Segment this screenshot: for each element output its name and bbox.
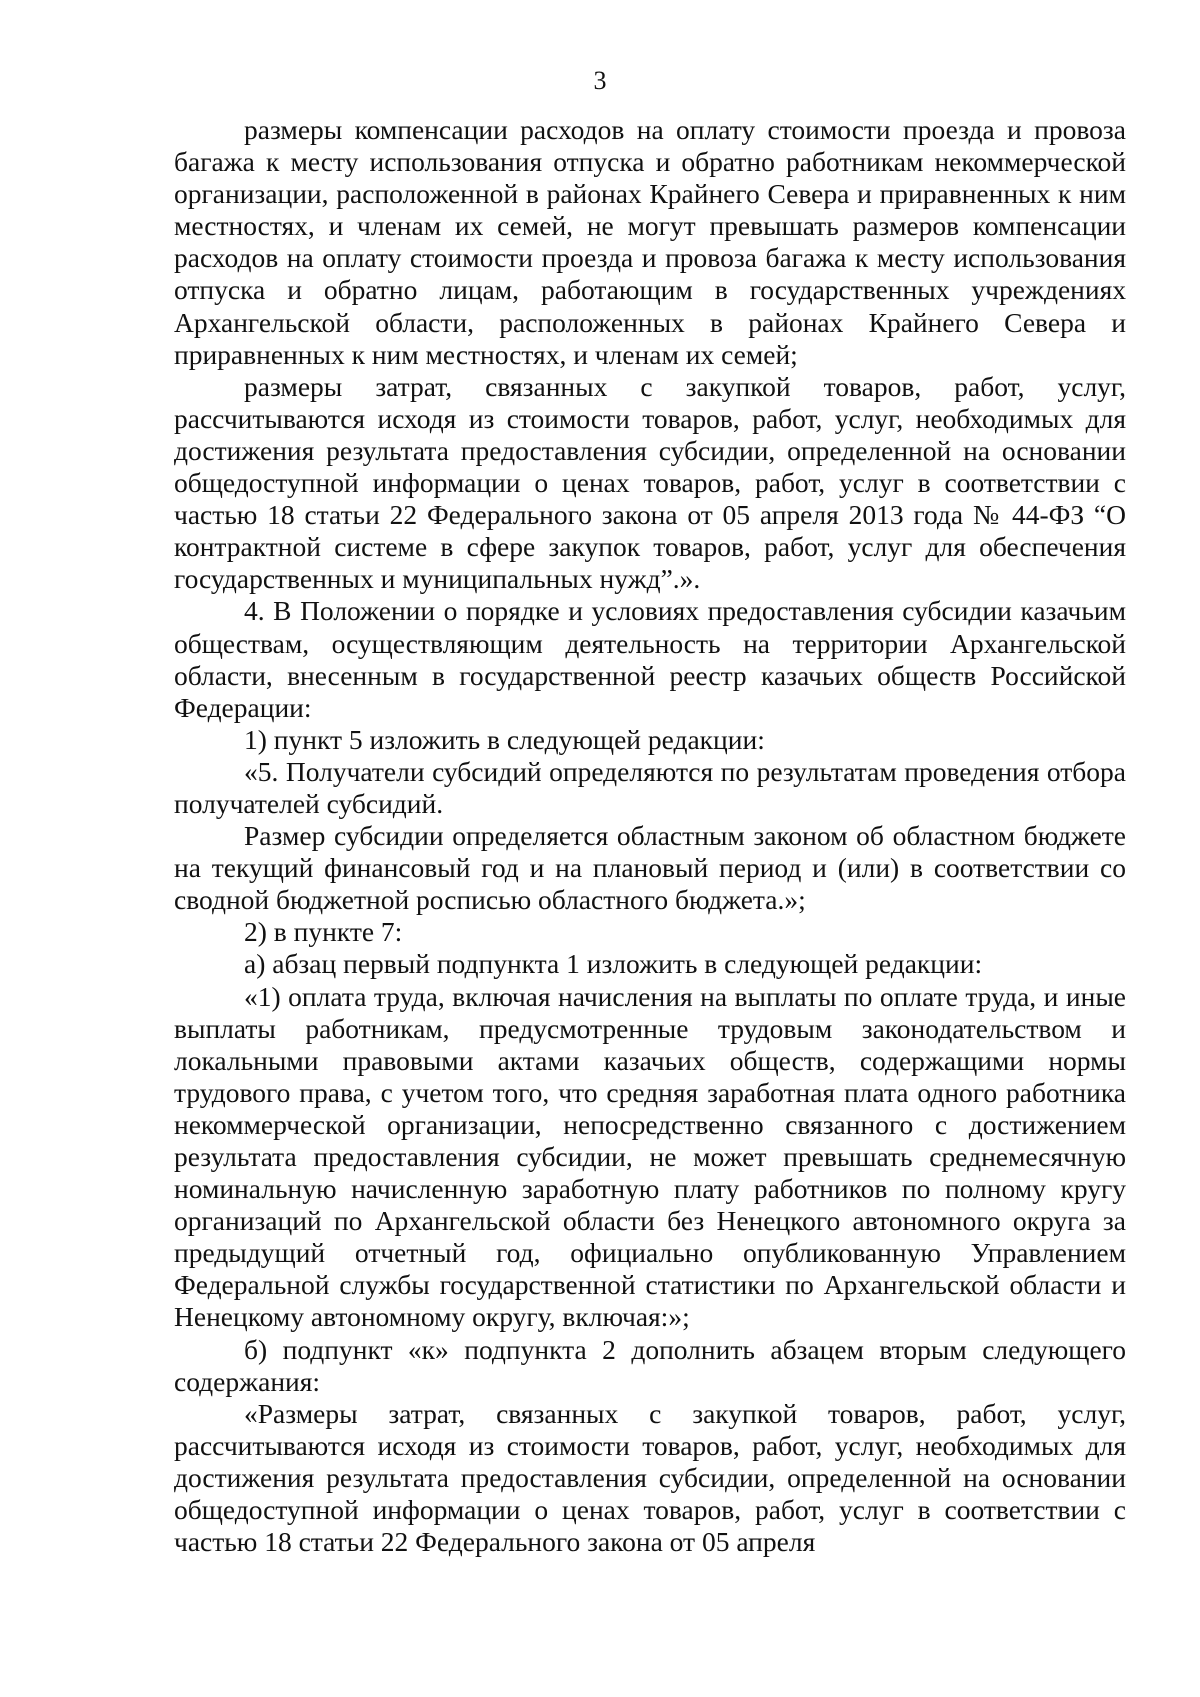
page-number: 3 [593, 66, 607, 95]
paragraph-item-4: 4. В Положении о порядке и условиях предоставления субсидии казачьим обществам, осуществляющим деятельность на территории Архангельской области, внесенным в государственной реестр казачьих обществ Российской Федерации: [174, 595, 1126, 723]
paragraph-subitem-b: б) подпункт «к» подпункта 2 дополнить абзацем вторым следующего содержания: [174, 1333, 1126, 1397]
paragraph-procurement-quote: «Размеры затрат, связанных с закупкой товаров, работ, услуг, рассчитываются исходя из стоимости товаров, работ, услуг, необходимых для достижения результата предоставления субсидии, определенной на основании общедоступной информации о ценах товаров, работ, услуг в соответствии с частью 18 статьи 22 Федерального закона от 05 апреля [174, 1397, 1126, 1558]
paragraph-subitem-a: а) абзац первый подпункта 1 изложить в следующей редакции: [244, 948, 983, 980]
paragraph-travel-compensation: размеры компенсации расходов на оплату стоимости проезда и провоза багажа к месту использования отпуска и обратно работникам некоммерческой организации, расположенной в районах Крайнего Севера и приравненных к ним местностях, и членам их семей, не могут превышать размеров компенсации расходов на оплату стоимости проезда и провоза багажа к месту использования отпуска и обратно лицам, работающим в государственных учреждениях Архангельской области, расположенных в районах Крайнего Севера и приравненных к ним местностях, и членам их семей; [174, 114, 1126, 370]
paragraph-subsidy-amount: Размер субсидии определяется областным законом об областном бюджете на текущий финансовый год и на плановый период и (или) в соответствии со сводной бюджетной росписью областного бюджета.»; [174, 820, 1126, 916]
paragraph-labor-payment: «1) оплата труда, включая начисления на выплаты по оплате труда, и иные выплаты работникам, предусмотренные трудовым законодательством и локальными правовыми актами казачьих обществ, содержащими нормы трудового права, с учетом того, что средняя заработная плата одного работника некоммерческой организации, непосредственно связанного с достижением результата предоставления субсидии, не может превышать среднемесячную номинальную начисленную заработную плату работников по полному кругу организаций по Архангельской области без Ненецкого автономного округа за предыдущий отчетный год, официально опубликованную Управлением Федеральной службы государственной статистики по Архангельской области и Ненецкому автономному округу, включая:»; [174, 980, 1126, 1333]
paragraph-recipients: «5. Получатели субсидий определяются по результатам проведения отбора получателей субсидий. [174, 755, 1126, 819]
document-body [174, 114, 1126, 1558]
paragraph-procurement-costs: размеры затрат, связанных с закупкой товаров, работ, услуг, рассчитываются исходя из стоимости товаров, работ, услуг, необходимых для достижения результата предоставления субсидии, определенной на основании общедоступной информации о ценах товаров, работ, услуг в соответствии с частью 18 статьи 22 Федерального закона от 05 апреля 2013 года № 44-ФЗ “О контрактной системе в сфере закупок товаров, работ, услуг для обеспечения государственных и муниципальных нужд”.». [174, 370, 1126, 595]
paragraph-subitem-2: 2) в пункте 7: [244, 916, 403, 948]
paragraph-subitem-1: 1) пункт 5 изложить в следующей редакции: [244, 723, 765, 755]
